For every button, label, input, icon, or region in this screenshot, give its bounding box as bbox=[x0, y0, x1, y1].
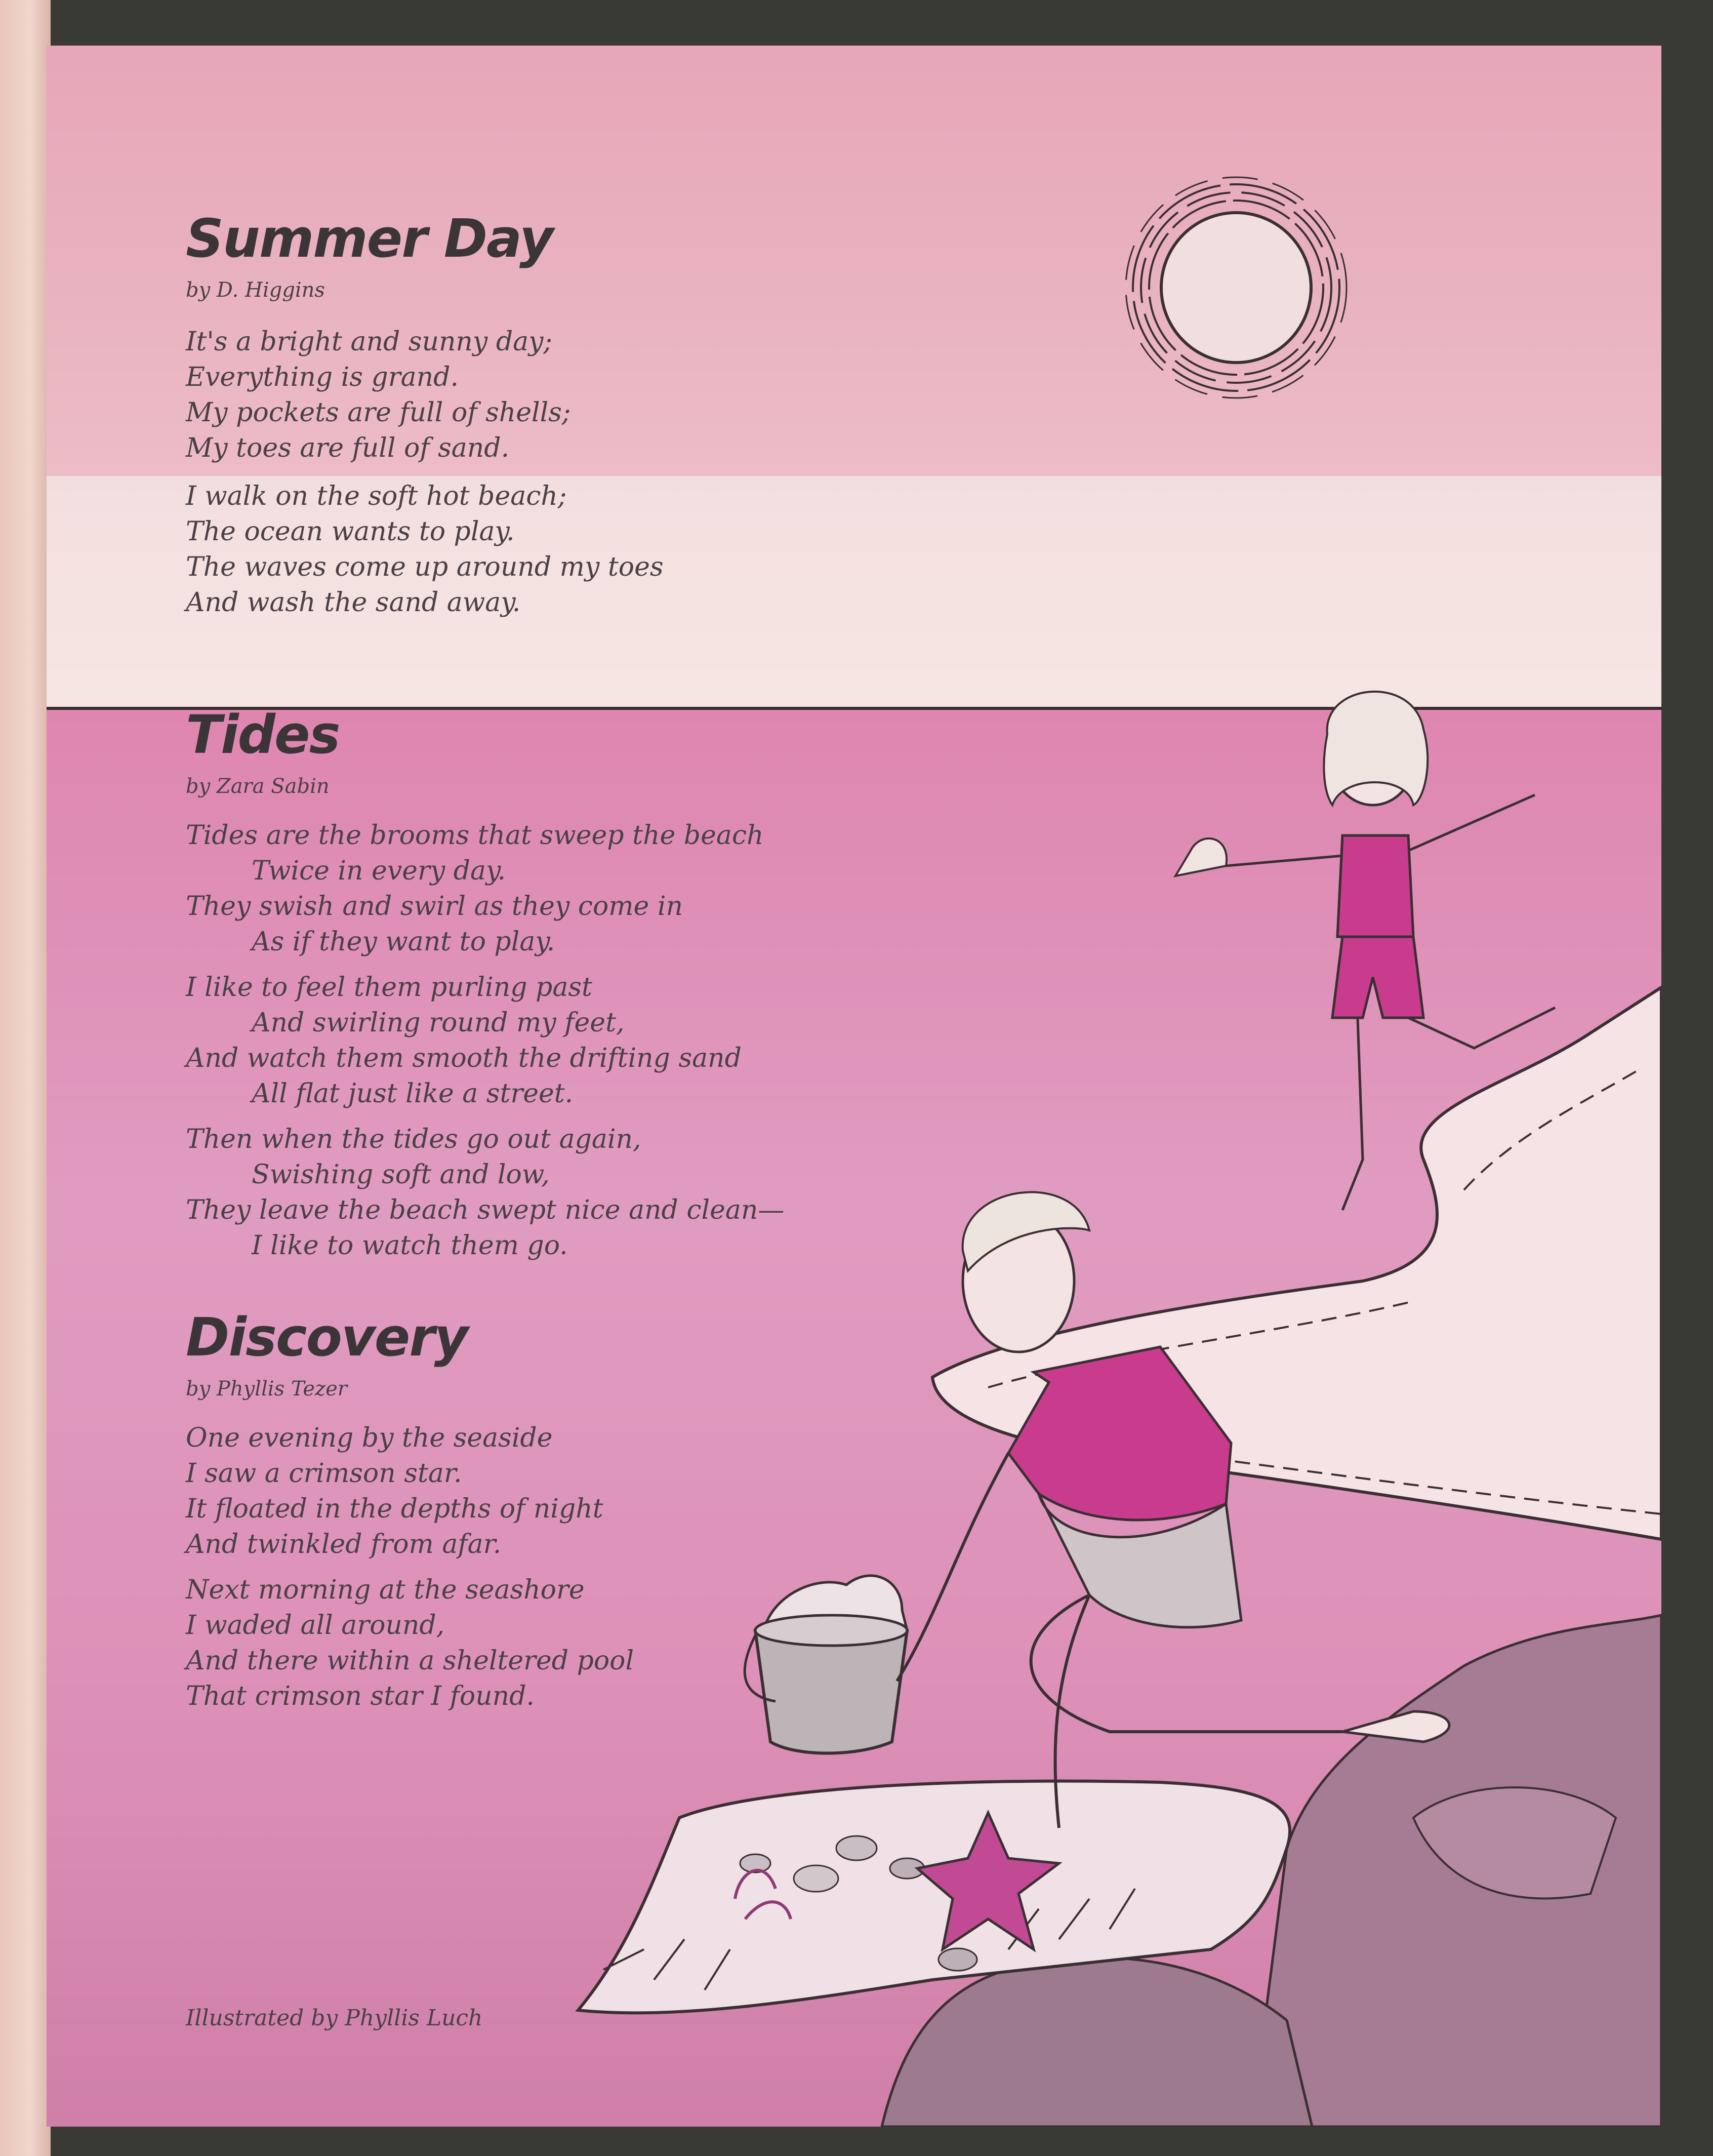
poem-line: That crimson star I found. bbox=[186, 1681, 535, 1711]
poem-line: And swirling round my feet, bbox=[252, 1008, 625, 1038]
stanza bbox=[186, 324, 570, 466]
byline-discovery: by Phyllis Tezer bbox=[186, 1377, 347, 1401]
poem-line: And there within a sheltered pool bbox=[186, 1646, 634, 1676]
stanza bbox=[186, 478, 664, 620]
stanza bbox=[186, 1572, 634, 1714]
poem-line: All flat just like a street. bbox=[252, 1079, 574, 1109]
poem-line: My toes are full of sand. bbox=[186, 433, 510, 463]
stanza bbox=[186, 1122, 784, 1263]
sun-icon bbox=[1126, 177, 1347, 398]
byline-summer-day: by D. Higgins bbox=[186, 278, 325, 302]
previous-page-edge bbox=[0, 0, 51, 2156]
stanza bbox=[186, 818, 763, 960]
poem-line: They leave the beach swept nice and clean— bbox=[186, 1195, 785, 1225]
poem-line: Then when the tides go out again, bbox=[186, 1124, 641, 1154]
poem-line: And watch them smooth the drifting sand bbox=[186, 1043, 742, 1073]
poem-line: One evening by the seaside bbox=[186, 1423, 553, 1453]
poem-line: I walk on the soft hot beach; bbox=[186, 481, 567, 511]
bucket-of-shells bbox=[745, 1576, 907, 1753]
poem-line: Swishing soft and low, bbox=[252, 1160, 550, 1190]
poem-line: It's a bright and sunny day; bbox=[186, 327, 553, 357]
poem-title-summer-day: Summer Day bbox=[186, 208, 553, 269]
poem-line: Everything is grand. bbox=[186, 362, 459, 392]
poem-line: It floated in the depths of night bbox=[186, 1494, 603, 1524]
poem-line: I like to feel them purling past bbox=[186, 972, 592, 1003]
poem-line: Next morning at the seashore bbox=[186, 1575, 585, 1605]
poem-line: Tides are the brooms that sweep the beach bbox=[186, 820, 764, 851]
poem-line: I waded all around, bbox=[186, 1610, 445, 1641]
poem-line: Twice in every day. bbox=[252, 856, 506, 886]
stanza bbox=[186, 1420, 603, 1562]
poem-line: I like to watch them go. bbox=[252, 1230, 568, 1261]
magazine-page bbox=[47, 46, 1661, 2127]
poem-line: They swish and swirl as they come in bbox=[186, 891, 683, 922]
poem-title-discovery: Discovery bbox=[186, 1306, 468, 1368]
poem-line: And wash the sand away. bbox=[186, 587, 521, 618]
poem-line: My pockets are full of shells; bbox=[186, 397, 571, 428]
poem-line: I saw a crimson star. bbox=[186, 1458, 462, 1489]
illustration-credit: Illustrated by Phyllis Luch bbox=[186, 2005, 483, 2031]
byline-tides: by Zara Sabin bbox=[186, 775, 330, 798]
poem-line: The waves come up around my toes bbox=[186, 552, 664, 582]
poem-line: As if they want to play. bbox=[252, 927, 555, 957]
poem-line: And twinkled from afar. bbox=[186, 1529, 502, 1560]
poem-line: The ocean wants to play. bbox=[186, 516, 515, 547]
poem-title-tides: Tides bbox=[186, 704, 340, 766]
stanza bbox=[186, 970, 742, 1111]
